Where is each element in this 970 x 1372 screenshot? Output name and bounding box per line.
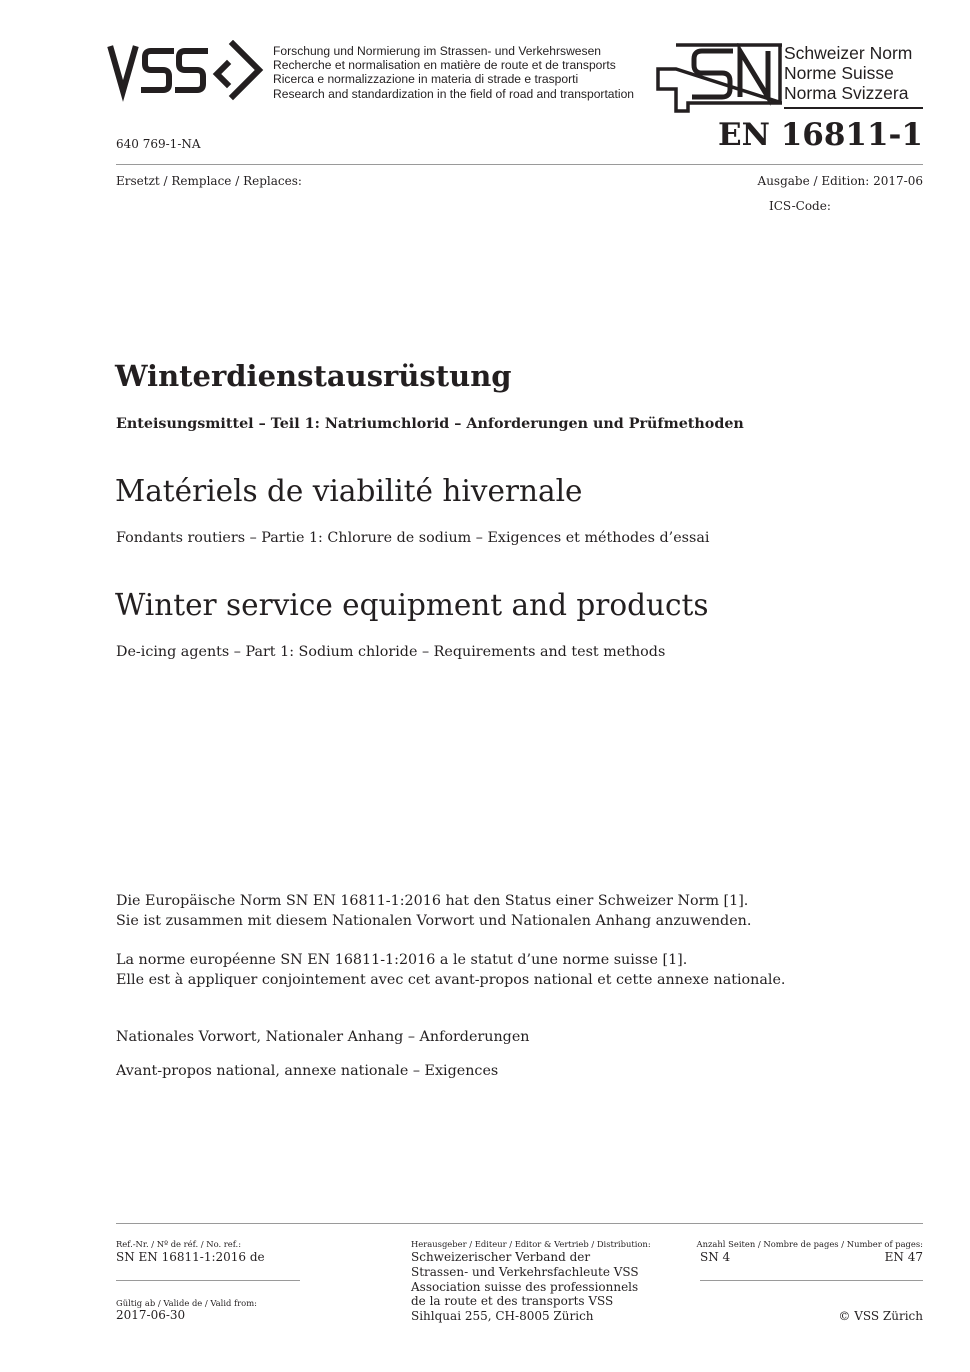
vss-logo [107,40,267,102]
status-statement-french [116,951,785,990]
subtitle-french: Fondants routiers – Partie 1: Chlorure de sodium – Exigences et méthodes d’essai [116,530,710,546]
footer-divider [116,1223,923,1224]
vss-tagline-de: Forschung und Normierung im Strassen- und Verkehrswesen [273,44,602,58]
title-english: Winter service equipment and products [115,588,709,622]
status-line-fr-2: Elle est à appliquer conjointement avec cet avant-propos national et cette annexe nationale. [116,971,786,988]
sn-logo-rule [784,107,923,109]
document-number: 640 769-1-NA [116,137,201,151]
vss-tagline-fr: Recherche et normalisation en matière de route et de transports [273,58,616,73]
publisher-line: de la route et des transports VSS [411,1294,614,1309]
ref-divider [116,1280,300,1281]
status-line-de-1: Die Europäische Norm SN EN 16811-1:2016 hat den Status einer Schweizer Norm [1]. [116,893,749,909]
sn-logo [656,43,782,113]
sn-label [784,44,912,103]
standard-number: EN 16811-1 [717,117,923,153]
valid-from-value: 2017-06-30 [116,1308,186,1322]
vss-tagline-en: Research and standardization in the field of road and transportation [273,86,635,101]
page-count-en: EN 47 [884,1250,923,1264]
publisher-address [411,1250,639,1324]
publisher-label: Herausgeber / Editeur / Editor & Vertrieb / Distribution: [411,1239,651,1249]
ref-number-value: SN EN 16811-1:2016 de [116,1250,265,1264]
page-count-sn: SN 4 [700,1250,731,1264]
replaces-label: Ersetzt / Remplace / Replaces: [116,174,302,188]
status-line-de-2: Sie ist zusammen mit diesem Nationalen Vorwort und Nationalen Anhang anzuwenden. [116,912,752,929]
sn-label-it: Norma Svizzera [784,82,909,103]
ics-code: ICS-Code: [769,199,831,213]
subtitle-english: De-icing agents – Part 1: Sodium chloride – Requirements and test methods [116,644,666,660]
title-french: Matériels de viabilité hivernale [115,474,583,508]
header-divider [116,164,923,165]
subtitle-german: Enteisungsmittel – Teil 1: Natriumchlorid – Anforderungen und Prüfmethoden [116,416,744,432]
sn-label-fr: Norme Suisse [784,62,894,83]
scope-german: Nationales Vorwort, Nationaler Anhang – Anforderungen [116,1029,530,1045]
valid-from-label: Gültig ab / Valide de / Valid from: [116,1298,257,1308]
title-german: Winterdienstausrüstung [115,359,512,393]
sn-label-de: Schweizer Norm [784,43,913,63]
publisher-line: Sihlquai 255, CH-8005 Zürich [411,1309,594,1324]
page-count-label: Anzahl Seiten / Nombre de pages / Number of pages: [696,1239,923,1249]
ref-number-label: Ref.-Nr. / Nº de réf. / No. ref.: [116,1239,242,1249]
publisher-line: Association suisse des professionnels [411,1279,639,1294]
copyright: © VSS Zürich [838,1309,923,1323]
vss-tagline-it: Ricerca e normalizzazione in materia di strade e trasporti [273,72,579,87]
edition-date: Ausgabe / Edition: 2017-06 [757,174,923,188]
publisher-line: Strassen- und Verkehrsfachleute VSS [411,1264,639,1279]
vss-tagline [273,44,634,101]
status-line-fr-1: La norme européenne SN EN 16811-1:2016 a le statut d’une norme suisse [1]. [116,952,688,968]
page-count-divider [700,1280,923,1281]
scope-french: Avant-propos national, annexe nationale – Exigences [116,1063,499,1079]
publisher-line: Schweizerischer Verband der [411,1250,591,1264]
status-statement-german [116,892,751,931]
